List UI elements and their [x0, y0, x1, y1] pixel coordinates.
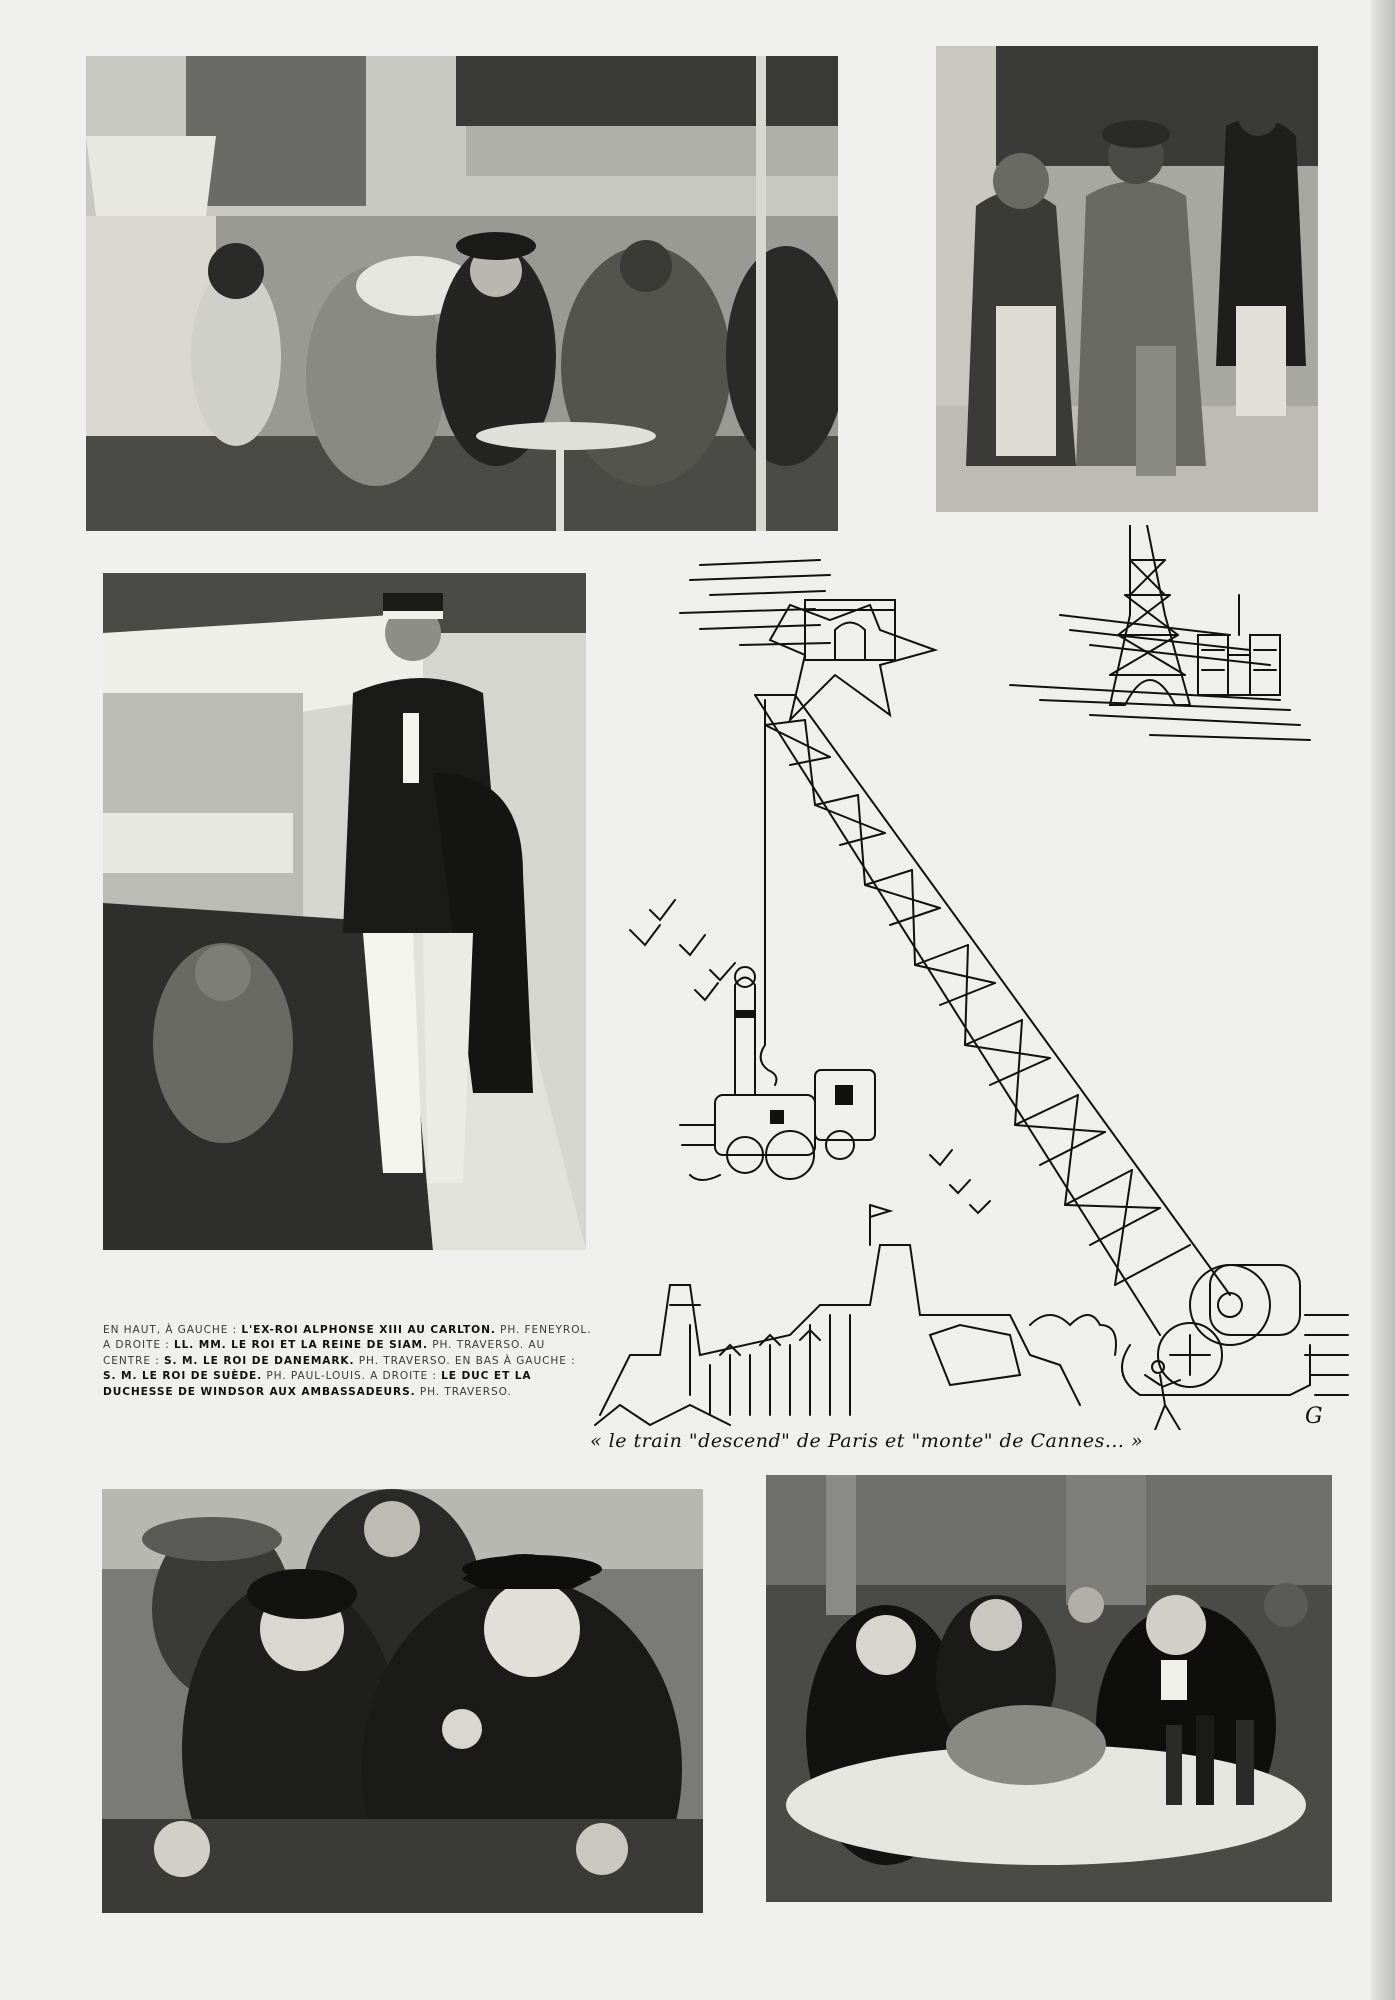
photo-king-denmark: [103, 573, 586, 1250]
caption-seg-bold: L'EX-ROI ALPHONSE XIII AU CARLTON.: [241, 1324, 496, 1336]
caption-seg: PH. TRAVERSO.: [415, 1385, 512, 1398]
caption-seg-bold: S. M. LE ROI DE SUÈDE.: [103, 1370, 263, 1383]
caption-seg: PH. FENEYROL. A DROITE :: [103, 1324, 592, 1352]
caption-seg: EN HAUT, À GAUCHE :: [103, 1324, 242, 1336]
caption-seg-bold: LE DUC ET LA DUCHESSE DE WINDSOR AUX AMBASSADEURS.: [103, 1370, 532, 1398]
photo-captions: [103, 1323, 593, 1400]
caption-seg: PH. TRAVERSO. AU CENTRE :: [103, 1339, 546, 1367]
photo-king-sweden: [102, 1489, 703, 1913]
photo-alphonse-carlton: [86, 56, 838, 531]
photo-king-queen-siam: [936, 46, 1318, 512]
photo-duke-duchess-windsor: [766, 1475, 1332, 1902]
caption-seg-bold: S. M. LE ROI DE DANEMARK.: [163, 1354, 355, 1367]
illustration-caption: « le train "descend" de Paris et "monte" de Cannes... »: [590, 1430, 1144, 1452]
illustration-crane-train: [590, 525, 1350, 1430]
caption-seg-bold: LL. MM. LE ROI ET LA REINE DE SIAM.: [173, 1339, 428, 1352]
caption-seg: PH. TRAVERSO. EN BAS À GAUCHE :: [354, 1354, 576, 1367]
illustration-signature: G: [1305, 1404, 1323, 1429]
page-edge: [1371, 0, 1395, 2000]
caption-seg: PH. PAUL-LOUIS. A DROITE :: [262, 1370, 442, 1383]
